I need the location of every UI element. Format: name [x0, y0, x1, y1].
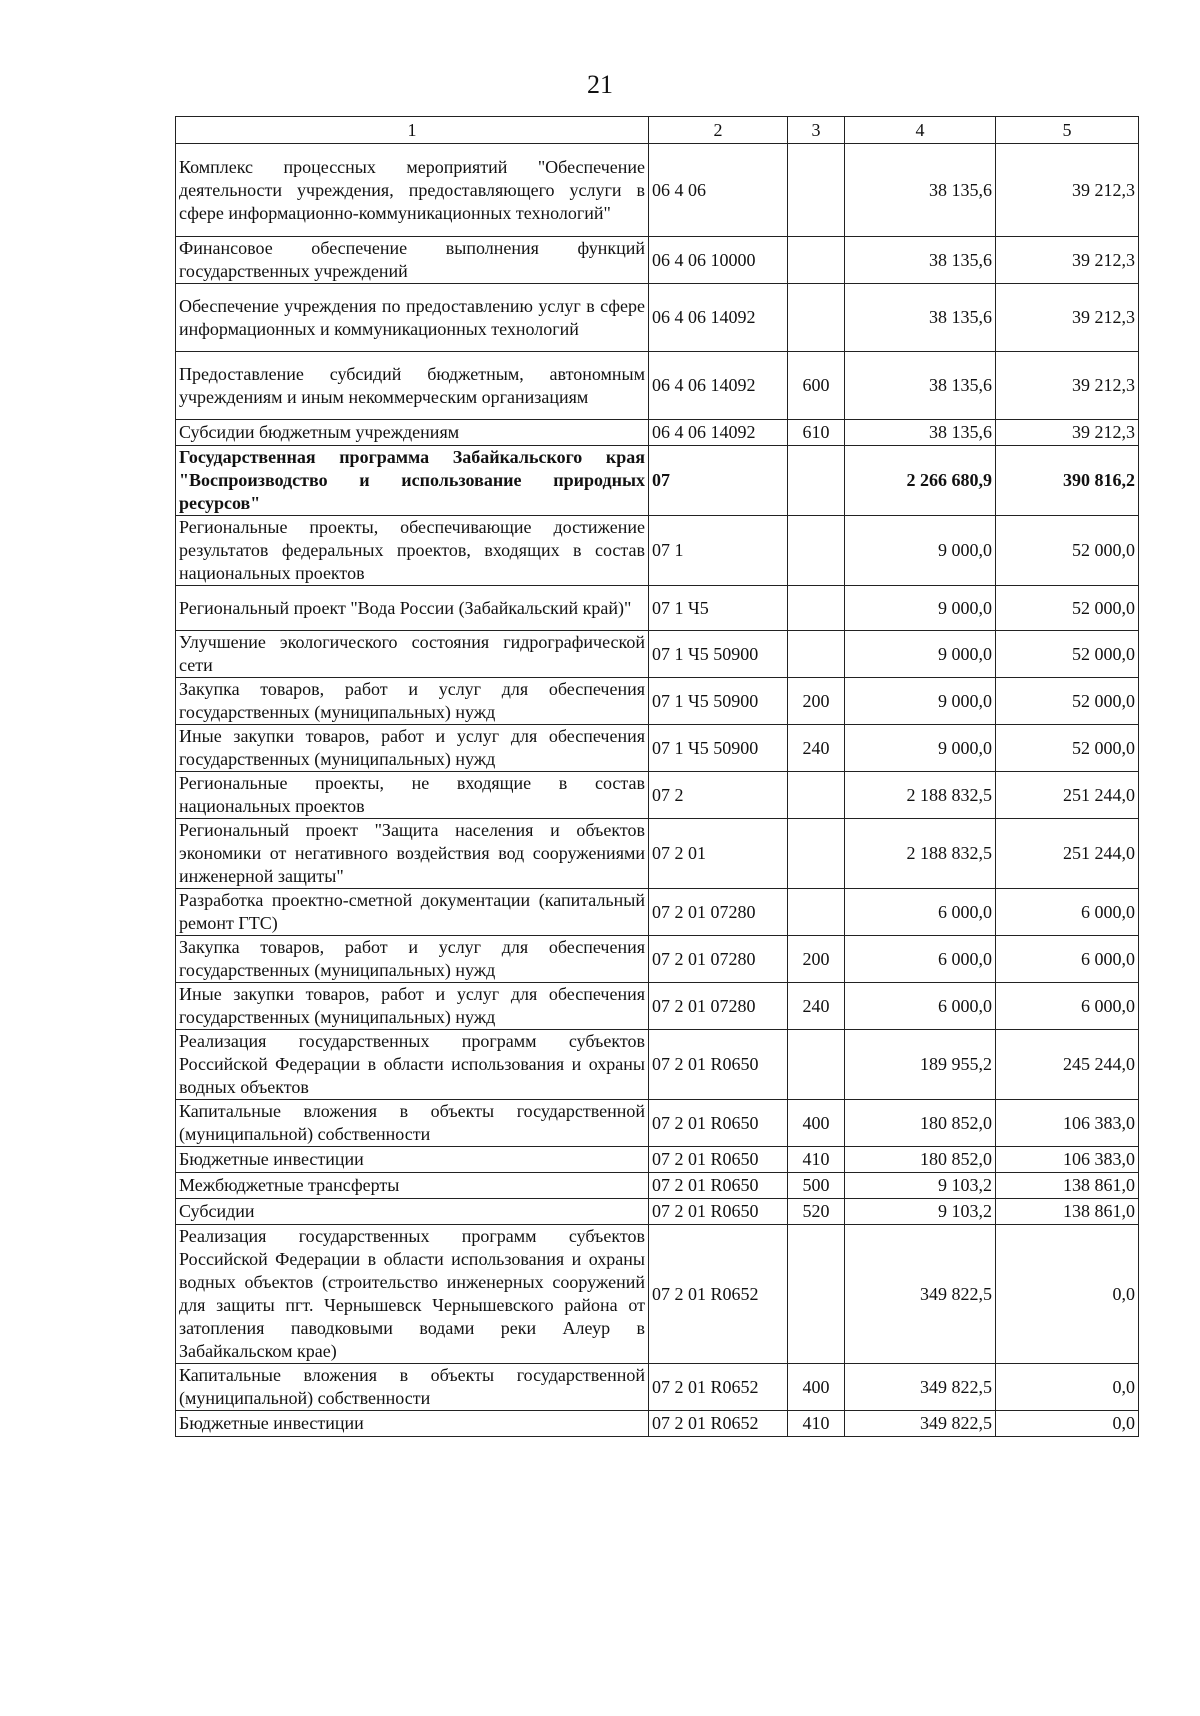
row-name-cell: Региональные проекты, не входящие в состав национальных проектов	[176, 772, 649, 819]
table-row	[176, 772, 1139, 819]
row-code-cell: 07 2 01 R0650	[649, 1030, 788, 1100]
row-value-4-cell: 38 135,6	[845, 237, 996, 284]
row-value-4-cell: 9 000,0	[845, 725, 996, 772]
row-value-4-cell: 349 822,5	[845, 1225, 996, 1364]
row-value-4-cell: 9 000,0	[845, 678, 996, 725]
row-name-cell: Региональные проекты, обеспечивающие достижение результатов федеральных проектов, входящих в состав национальных проектов	[176, 516, 649, 586]
row-value-5-cell: 52 000,0	[996, 516, 1139, 586]
row-value-4-cell: 180 852,0	[845, 1100, 996, 1147]
row-value-4-cell: 38 135,6	[845, 352, 996, 420]
row-code-cell: 07 2 01 R0652	[649, 1364, 788, 1411]
row-name-cell: Иные закупки товаров, работ и услуг для обеспечения государственных (муниципальных) нужд	[176, 983, 649, 1030]
row-value-5-cell: 138 861,0	[996, 1173, 1139, 1199]
row-type-cell: 500	[788, 1173, 845, 1199]
row-type-cell	[788, 889, 845, 936]
row-name-cell: Улучшение экологического состояния гидрографической сети	[176, 631, 649, 678]
row-name-cell: Закупка товаров, работ и услуг для обеспечения государственных (муниципальных) нужд	[176, 678, 649, 725]
row-code-cell: 07 2 01 R0650	[649, 1147, 788, 1173]
row-name-cell: Финансовое обеспечение выполнения функций государственных учреждений	[176, 237, 649, 284]
row-value-5-cell: 0,0	[996, 1364, 1139, 1411]
row-code-cell: 07 1	[649, 516, 788, 586]
table-row	[176, 446, 1139, 516]
column-header-1: 1	[176, 117, 649, 144]
row-code-cell: 06 4 06 10000	[649, 237, 788, 284]
table-header-row	[176, 117, 1139, 144]
row-code-cell: 06 4 06 14092	[649, 352, 788, 420]
row-name-cell: Обеспечение учреждения по предоставлению услуг в сфере информационных и коммуникационных технологий	[176, 284, 649, 352]
row-type-cell: 400	[788, 1100, 845, 1147]
row-value-4-cell: 189 955,2	[845, 1030, 996, 1100]
table-row	[176, 586, 1139, 631]
table-row	[176, 1411, 1139, 1437]
row-value-4-cell: 180 852,0	[845, 1147, 996, 1173]
table-row	[176, 936, 1139, 983]
row-value-5-cell: 52 000,0	[996, 678, 1139, 725]
column-header-2: 2	[649, 117, 788, 144]
row-code-cell: 07 2 01 07280	[649, 889, 788, 936]
row-type-cell	[788, 1030, 845, 1100]
row-type-cell: 600	[788, 352, 845, 420]
row-type-cell: 410	[788, 1147, 845, 1173]
row-value-4-cell: 2 188 832,5	[845, 772, 996, 819]
row-name-cell: Субсидии	[176, 1199, 649, 1225]
row-value-5-cell: 52 000,0	[996, 725, 1139, 772]
row-type-cell: 400	[788, 1364, 845, 1411]
row-type-cell	[788, 586, 845, 631]
row-code-cell: 07 2 01 R0650	[649, 1199, 788, 1225]
row-name-cell: Реализация государственных программ субъектов Российской Федерации в области использования и охраны водных объектов (строительство инженерных сооружений для защиты пгт. Чернышевск Чернышевского района от затопления паводковыми водами реки Алеур в Забайкальском крае)	[176, 1225, 649, 1364]
row-value-4-cell: 9 103,2	[845, 1173, 996, 1199]
row-code-cell: 07 1 Ч5 50900	[649, 631, 788, 678]
row-code-cell: 06 4 06 14092	[649, 420, 788, 446]
row-code-cell: 07 2 01 R0650	[649, 1173, 788, 1199]
budget-table	[175, 116, 1139, 1437]
row-value-4-cell: 9 000,0	[845, 586, 996, 631]
table-row	[176, 889, 1139, 936]
row-type-cell: 240	[788, 725, 845, 772]
table-row	[176, 678, 1139, 725]
row-value-5-cell: 106 383,0	[996, 1147, 1139, 1173]
table-row	[176, 1364, 1139, 1411]
row-value-5-cell: 245 244,0	[996, 1030, 1139, 1100]
row-value-5-cell: 52 000,0	[996, 586, 1139, 631]
row-value-5-cell: 106 383,0	[996, 1100, 1139, 1147]
row-name-cell: Комплекс процессных мероприятий "Обеспечение деятельности учреждения, предоставляющего услуги в сфере информационно-коммуникационных технологий"	[176, 144, 649, 237]
row-type-cell: 200	[788, 678, 845, 725]
row-type-cell: 610	[788, 420, 845, 446]
row-value-5-cell: 138 861,0	[996, 1199, 1139, 1225]
row-code-cell: 07 2 01 R0652	[649, 1225, 788, 1364]
row-value-5-cell: 39 212,3	[996, 352, 1139, 420]
row-type-cell	[788, 284, 845, 352]
table-row	[176, 725, 1139, 772]
row-value-4-cell: 9 000,0	[845, 516, 996, 586]
row-name-cell: Капитальные вложения в объекты государственной (муниципальной) собственности	[176, 1364, 649, 1411]
row-code-cell: 07 2	[649, 772, 788, 819]
row-value-5-cell: 39 212,3	[996, 237, 1139, 284]
row-name-cell: Разработка проектно-сметной документации (капитальный ремонт ГТС)	[176, 889, 649, 936]
row-type-cell	[788, 772, 845, 819]
table-row	[176, 1147, 1139, 1173]
row-value-5-cell: 390 816,2	[996, 446, 1139, 516]
row-name-cell: Субсидии бюджетным учреждениям	[176, 420, 649, 446]
row-value-4-cell: 2 266 680,9	[845, 446, 996, 516]
row-value-4-cell: 6 000,0	[845, 983, 996, 1030]
row-type-cell: 410	[788, 1411, 845, 1437]
row-code-cell: 07	[649, 446, 788, 516]
row-value-4-cell: 349 822,5	[845, 1411, 996, 1437]
row-value-5-cell: 39 212,3	[996, 144, 1139, 237]
row-name-cell: Иные закупки товаров, работ и услуг для обеспечения государственных (муниципальных) нужд	[176, 725, 649, 772]
row-name-cell: Закупка товаров, работ и услуг для обеспечения государственных (муниципальных) нужд	[176, 936, 649, 983]
row-name-cell: Предоставление субсидий бюджетным, автономным учреждениям и иным некоммерческим организациям	[176, 352, 649, 420]
row-value-5-cell: 6 000,0	[996, 936, 1139, 983]
row-type-cell	[788, 446, 845, 516]
row-type-cell	[788, 144, 845, 237]
row-type-cell	[788, 1225, 845, 1364]
row-value-5-cell: 251 244,0	[996, 772, 1139, 819]
row-name-cell: Межбюджетные трансферты	[176, 1173, 649, 1199]
table-row	[176, 516, 1139, 586]
row-code-cell: 07 1 Ч5 50900	[649, 725, 788, 772]
row-type-cell	[788, 631, 845, 678]
table-row	[176, 1030, 1139, 1100]
row-value-4-cell: 349 822,5	[845, 1364, 996, 1411]
row-value-5-cell: 39 212,3	[996, 284, 1139, 352]
row-type-cell: 240	[788, 983, 845, 1030]
row-value-4-cell: 2 188 832,5	[845, 819, 996, 889]
row-name-cell: Реализация государственных программ субъектов Российской Федерации в области использования и охраны водных объектов	[176, 1030, 649, 1100]
table-row	[176, 352, 1139, 420]
row-type-cell	[788, 819, 845, 889]
table-row	[176, 144, 1139, 237]
row-code-cell: 07 2 01	[649, 819, 788, 889]
table-row	[176, 284, 1139, 352]
row-type-cell	[788, 237, 845, 284]
table-body	[176, 144, 1139, 1437]
table-row	[176, 631, 1139, 678]
row-value-5-cell: 6 000,0	[996, 983, 1139, 1030]
column-header-4: 4	[845, 117, 996, 144]
row-type-cell	[788, 516, 845, 586]
row-name-cell: Региональный проект "Защита населения и объектов экономики от негативного воздействия вод сооружениями инженерной защиты"	[176, 819, 649, 889]
row-value-4-cell: 9 000,0	[845, 631, 996, 678]
row-value-5-cell: 39 212,3	[996, 420, 1139, 446]
row-value-5-cell: 0,0	[996, 1411, 1139, 1437]
row-value-4-cell: 6 000,0	[845, 889, 996, 936]
row-name-cell: Региональный проект "Вода России (Забайкальский край)"	[176, 586, 649, 631]
row-value-5-cell: 251 244,0	[996, 819, 1139, 889]
row-code-cell: 06 4 06	[649, 144, 788, 237]
row-value-4-cell: 38 135,6	[845, 420, 996, 446]
table-row	[176, 819, 1139, 889]
row-code-cell: 07 2 01 R0650	[649, 1100, 788, 1147]
row-value-4-cell: 9 103,2	[845, 1199, 996, 1225]
row-type-cell: 200	[788, 936, 845, 983]
row-value-5-cell: 0,0	[996, 1225, 1139, 1364]
row-value-4-cell: 38 135,6	[845, 284, 996, 352]
row-name-cell: Бюджетные инвестиции	[176, 1147, 649, 1173]
table-row	[176, 1100, 1139, 1147]
row-value-5-cell: 6 000,0	[996, 889, 1139, 936]
row-value-4-cell: 6 000,0	[845, 936, 996, 983]
table-row	[176, 237, 1139, 284]
row-name-cell: Бюджетные инвестиции	[176, 1411, 649, 1437]
table-row	[176, 420, 1139, 446]
page-number: 21	[587, 70, 613, 99]
table-row	[176, 1199, 1139, 1225]
row-code-cell: 07 2 01 R0652	[649, 1411, 788, 1437]
row-code-cell: 06 4 06 14092	[649, 284, 788, 352]
row-value-5-cell: 52 000,0	[996, 631, 1139, 678]
column-header-5: 5	[996, 117, 1139, 144]
row-value-4-cell: 38 135,6	[845, 144, 996, 237]
row-code-cell: 07 1 Ч5 50900	[649, 678, 788, 725]
row-type-cell: 520	[788, 1199, 845, 1225]
row-code-cell: 07 2 01 07280	[649, 983, 788, 1030]
row-name-cell: Государственная программа Забайкальского края "Воспроизводство и использование природных ресурсов"	[176, 446, 649, 516]
row-name-cell: Капитальные вложения в объекты государственной (муниципальной) собственности	[176, 1100, 649, 1147]
table-row	[176, 983, 1139, 1030]
row-code-cell: 07 1 Ч5	[649, 586, 788, 631]
table-row	[176, 1225, 1139, 1364]
column-header-3: 3	[788, 117, 845, 144]
table-row	[176, 1173, 1139, 1199]
row-code-cell: 07 2 01 07280	[649, 936, 788, 983]
